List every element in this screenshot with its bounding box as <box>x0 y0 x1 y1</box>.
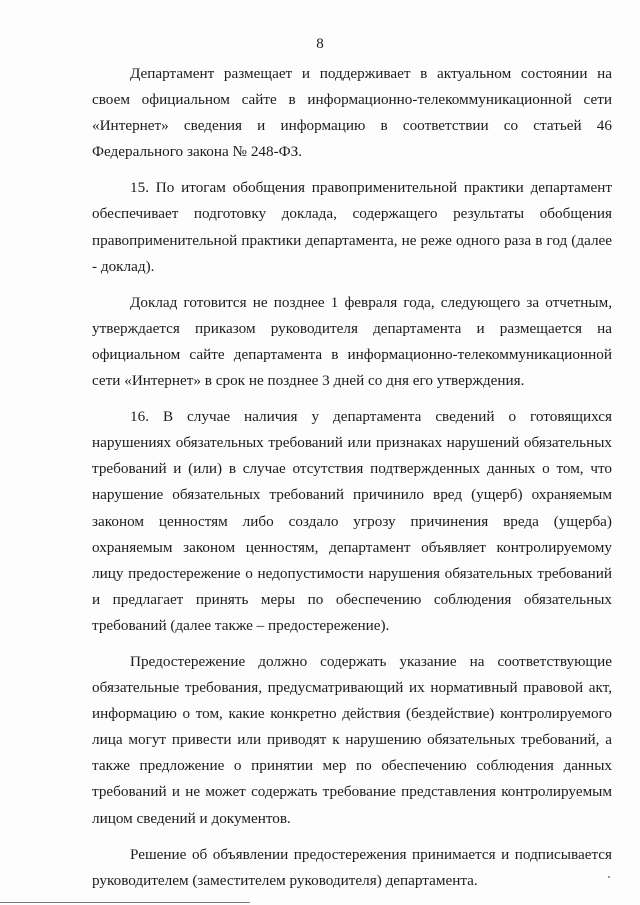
page-number: 8 <box>316 36 324 52</box>
paragraph: 15. По итогам обобщения правоприменительной практики департамент обеспечивает подготовку доклада, содержащего результаты обобщения правоприменительной практики департамента, не реже одного раза в год (далее - доклад). <box>92 179 612 275</box>
scan-edge-line <box>0 902 250 903</box>
paragraph: Решение об объявлении предостережения принимается и подписывается руководителем (заместителем руководителя) департамента. <box>92 845 612 889</box>
document-body <box>92 61 612 904</box>
paragraph: Департамент размещает и поддерживает в актуальном состоянии на своем официальном сайте в информационно-телекоммуникационной сети «Интернет» сведения и информацию в соответствии со статьей 46 Федерального закона № 248-ФЗ. <box>92 65 612 161</box>
paragraph: Предостережение должно содержать указание на соответствующие обязательные требования, предусматривающий их нормативный правовой акт, информацию о том, какие конкретно действия (бездействие) контролируемого лица могут привести или приводят к нарушению обязательных требований, а также предложение о принятии мер по обеспечению соблюдения данных требований и не может содержать требование представления контролируемым лицом сведений и документов. <box>92 652 612 827</box>
paragraph: Доклад готовится не позднее 1 февраля года, следующего за отчетным, утверждается приказом руководителя департамента и размещается на официальном сайте департамента в информационно-телекоммуникационной сети «Интернет» в срок не позднее 3 дней со дня его утверждения. <box>92 293 612 390</box>
scan-speck <box>608 876 610 878</box>
paragraph: 16. В случае наличия у департамента сведений о готовящихся нарушениях обязательных требований или признаках нарушений обязательных требований и (или) в случае отсутствия подтвержденных данных о том, что нарушение обязательных требований причинило вред (ущерб) охраняемым законом ценностям либо создало угрозу причинения вреда (ущерба) охраняемым законом ценностям, департамент объявляет контролируемому лицу предостережение о недопустимости нарушения обязательных требований и предлагает принять меры по обеспечению соблюдения обязательных требований (далее также – предостережение). <box>92 408 612 634</box>
